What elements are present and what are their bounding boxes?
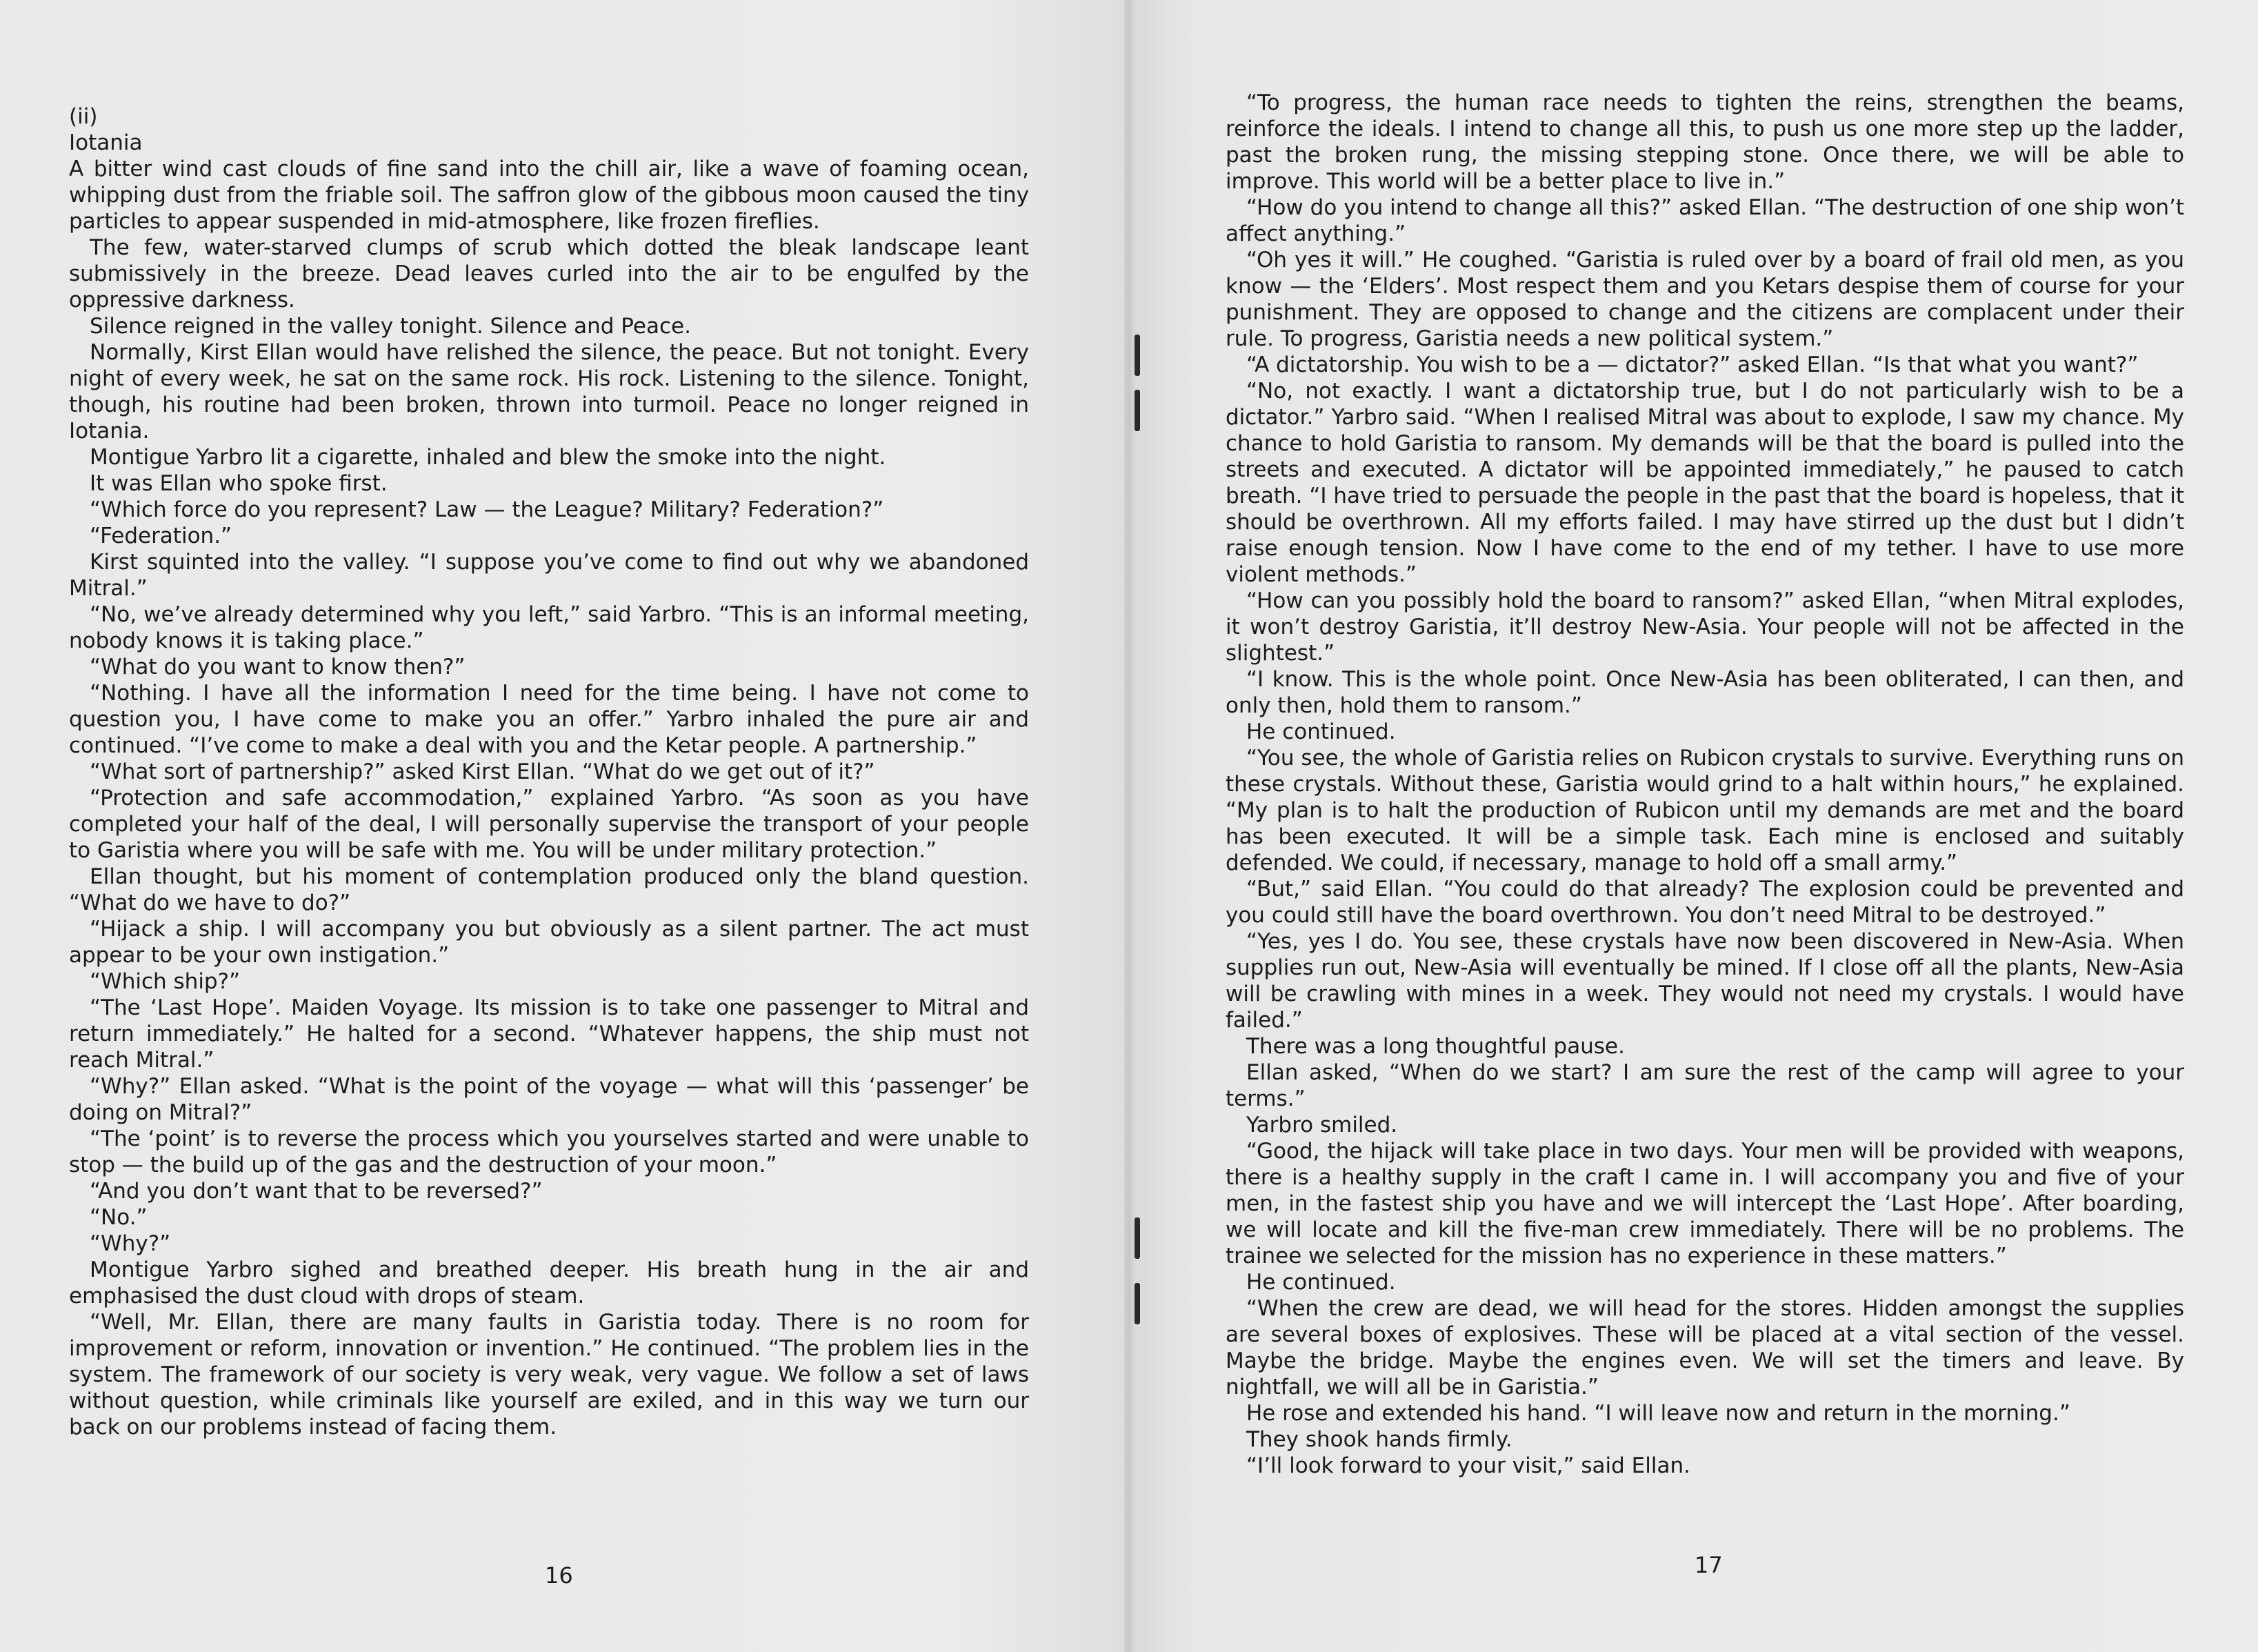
paragraph: “Why?” Ellan asked. “What is the point of the voyage — what will this ‘passenger’ be doing on Mitral?” [69,1074,1029,1125]
paragraph: “No, we’ve already determined why you left,” said Yarbro. “This is an informal meeting, nobody knows it is taking place.” [69,602,1029,653]
paragraph: Silence reigned in the valley tonight. Silence and Peace. [90,314,691,339]
section-title: Iotania [69,130,143,155]
paragraph: “Which force do you represent? Law — the League? Military? Federation?” [90,497,884,522]
staple-mark [1135,1283,1140,1324]
paragraph: Kirst squinted into the valley. “I suppose you’ve come to find out why we abandoned Mitral.” [69,550,1029,601]
paragraph: “To progress, the human race needs to tighten the reins, strengthen the beams, reinforce the ideals. I intend to change all this, to push us one more step up the ladder, past the broken rung, the missing stepping stone. Once there, we will be able to improve. This world will be a better place to live in.” [1226,90,2184,194]
paragraph: Montigue Yarbro sighed and breathed deeper. His breath hung in the air and emphasised the dust cloud with drops of steam. [69,1257,1029,1308]
paragraph: “When the crew are dead, we will head for the stores. Hidden amongst the supplies are several boxes of explosives. These will be placed at a vital section of the vessel. Maybe the bridge. Maybe the engines even. We will set the timers and leave. By nightfall, we will all be in Garistia.” [1226,1296,2184,1400]
paragraph: “I know. This is the whole point. Once New-Asia has been obliterated, I can then, and only then, hold them to ransom.” [1226,667,2184,718]
paragraph: It was Ellan who spoke first. [90,471,388,496]
right-page-text [1226,90,2184,1479]
paragraph: He rose and extended his hand. “I will leave now and return in the morning.” [1246,1401,2070,1426]
staple-mark [1135,1217,1140,1259]
staple-mark [1135,390,1140,431]
paragraph: “No, not exactly. I want a dictatorship true, but I do not particularly wish to be a dictator.” Yarbro said. “When I realised Mitral was about to explode, I saw my chance. My chance to hold Garistia to ransom. My demands will be that the board is pulled into the streets and executed. A dictator will be appointed immediately,” he paused to catch breath. “I have tried to persuade the people in the past that the board is hopeless, that it should be overthrown. All my efforts failed. I may have stirred up the dust but I didn’t raise enough tension. Now I have come to the end of my tether. I have to use more violent methods.” [1226,379,2184,587]
paragraph: “Nothing. I have all the information I need for the time being. I have not come to question you, I have come to make you an offer.” Yarbro inhaled the pure air and continued. “I’ve come to make a deal with you and the Ketar people. A partnership.” [69,681,1029,758]
section-label: (ii) [69,104,98,129]
paragraph: “Hijack a ship. I will accompany you but obviously as a silent partner. The act must appear to be your own instigation.” [69,917,1029,968]
paragraph: “Well, Mr. Ellan, there are many faults in Garistia today. There is no room for improvement or reform, innovation or invention.” He continued. “The problem lies in the system. The framework of our society is very weak, very vague. We follow a set of laws without question, while criminals like yourself are exiled, and in this way we turn our back on our problems instead of facing them. [69,1310,1029,1440]
paragraph: He continued. [1246,1270,1396,1295]
right-page [1129,0,2258,1652]
paragraph: “I’ll look forward to your visit,” said Ellan. [1246,1453,1690,1478]
left-page-text [69,103,1029,1440]
paragraph: “A dictatorship. You wish to be a — dictator?” asked Ellan. “Is that what you want?” [1246,352,2139,377]
paragraph: “Oh yes it will.” He coughed. “Garistia is ruled over by a board of frail old men, as you know — the ‘Elders’. Most respect them and you Ketars despise them of course for your punishment. They are opposed to change and the citizens are complacent under their rule. To progress, Garistia needs a new political system.” [1226,248,2184,351]
paragraph: There was a long thoughtful pause. [1246,1034,1625,1059]
paragraph: Ellan asked, “When do we start? I am sure the rest of the camp will agree to your terms.” [1226,1060,2184,1111]
paragraph: Normally, Kirst Ellan would have relished the silence, the peace. But not tonight. Every night of every week, he sat on the same rock. His rock. Listening to the silence. Tonight, though, his routine had been broken, thrown into turmoil. Peace no longer reigned in Iotania. [69,340,1029,444]
paragraph: “What do you want to know then?” [90,655,466,679]
paragraph: “You see, the whole of Garistia relies on Rubicon crystals to survive. Everything runs on these crystals. Without these, Garistia would grind to a halt within hours,” he explained. “My plan is to halt the production of Rubicon until my demands are met and the board has been executed. It will be a simple task. Each mine is enclosed and suitably defended. We could, if necessary, manage to hold off a small army.” [1226,746,2184,875]
paragraph: “Federation.” [90,524,232,548]
paragraph: Montigue Yarbro lit a cigarette, inhaled and blew the smoke into the night. [90,445,886,470]
paragraph: “The ‘Last Hope’. Maiden Voyage. Its mission is to take one passenger to Mitral and return immediately.” He halted for a second. “Whatever happens, the ship must not reach Mitral.” [69,995,1029,1073]
staple-mark [1135,335,1140,376]
paragraph: Ellan thought, but his moment of contemplation produced only the bland question. “What do we have to do?” [69,864,1029,915]
page-number-left: 16 [545,1562,573,1589]
paragraph: “But,” said Ellan. “You could do that already? The explosion could be prevented and you could still have the board overthrown. You don’t need Mitral to be destroyed.” [1226,877,2184,928]
book-gutter [1124,0,1134,1652]
paragraph: They shook hands firmly. [1246,1427,1512,1452]
paragraph: A bitter wind cast clouds of fine sand into the chill air, like a wave of foaming ocean, whipping dust from the friable soil. The saffron glow of the gibbous moon caused the tiny particles to appear suspended in mid-atmosphere, like frozen fireflies. [69,157,1029,234]
paragraph: “Protection and safe accommodation,” explained Yarbro. “As soon as you have completed your half of the deal, I will personally supervise the transport of your people to Garistia where you will be safe with me. You will be under military protection.” [69,786,1029,863]
paragraph: “How can you possibly hold the board to ransom?” asked Ellan, “when Mitral explodes, it won’t destroy Garistia, it’ll destroy New-Asia. Your people will not be affected in the slightest.” [1226,588,2184,666]
paragraph: “The ‘point’ is to reverse the process which you yourselves started and were unable to stop — the build up of the gas and the destruction of your moon.” [69,1126,1029,1177]
paragraph: “How do you intend to change all this?” asked Ellan. “The destruction of one ship won’t affect anything.” [1226,195,2184,246]
paragraph: “And you don’t want that to be reversed?” [90,1179,543,1204]
paragraph: “What sort of partnership?” asked Kirst Ellan. “What do we get out of it?” [90,759,875,784]
paragraph: “Good, the hijack will take place in two days. Your men will be provided with weapons, there is a healthy supply in the craft I came in. I will accompany you and five of your men, in the fastest ship you have and we will intercept the ‘Last Hope’. After boarding, we will locate and kill the five-man crew immediately. There will be no problems. The trainee we selected for the mission has no experience in these matters.” [1226,1139,2184,1268]
paragraph: “No.” [90,1205,148,1230]
paragraph: “Why?” [90,1231,171,1256]
paragraph: “Which ship?” [90,969,241,994]
paragraph: He continued. [1246,719,1396,744]
paragraph: The few, water-starved clumps of scrub which dotted the bleak landscape leant submissively in the breeze. Dead leaves curled into the air to be engulfed by the oppressive darkness. [69,235,1029,312]
paragraph: Yarbro smiled. [1246,1113,1398,1137]
page-number-right: 17 [1695,1552,1723,1578]
paragraph: “Yes, yes I do. You see, these crystals have now been discovered in New-Asia. When supplies run out, New-Asia will eventually be mined. If I close off all the plants, New-Asia will be crawling with mines in a week. They would not need my crystals. I would have failed.” [1226,929,2184,1033]
